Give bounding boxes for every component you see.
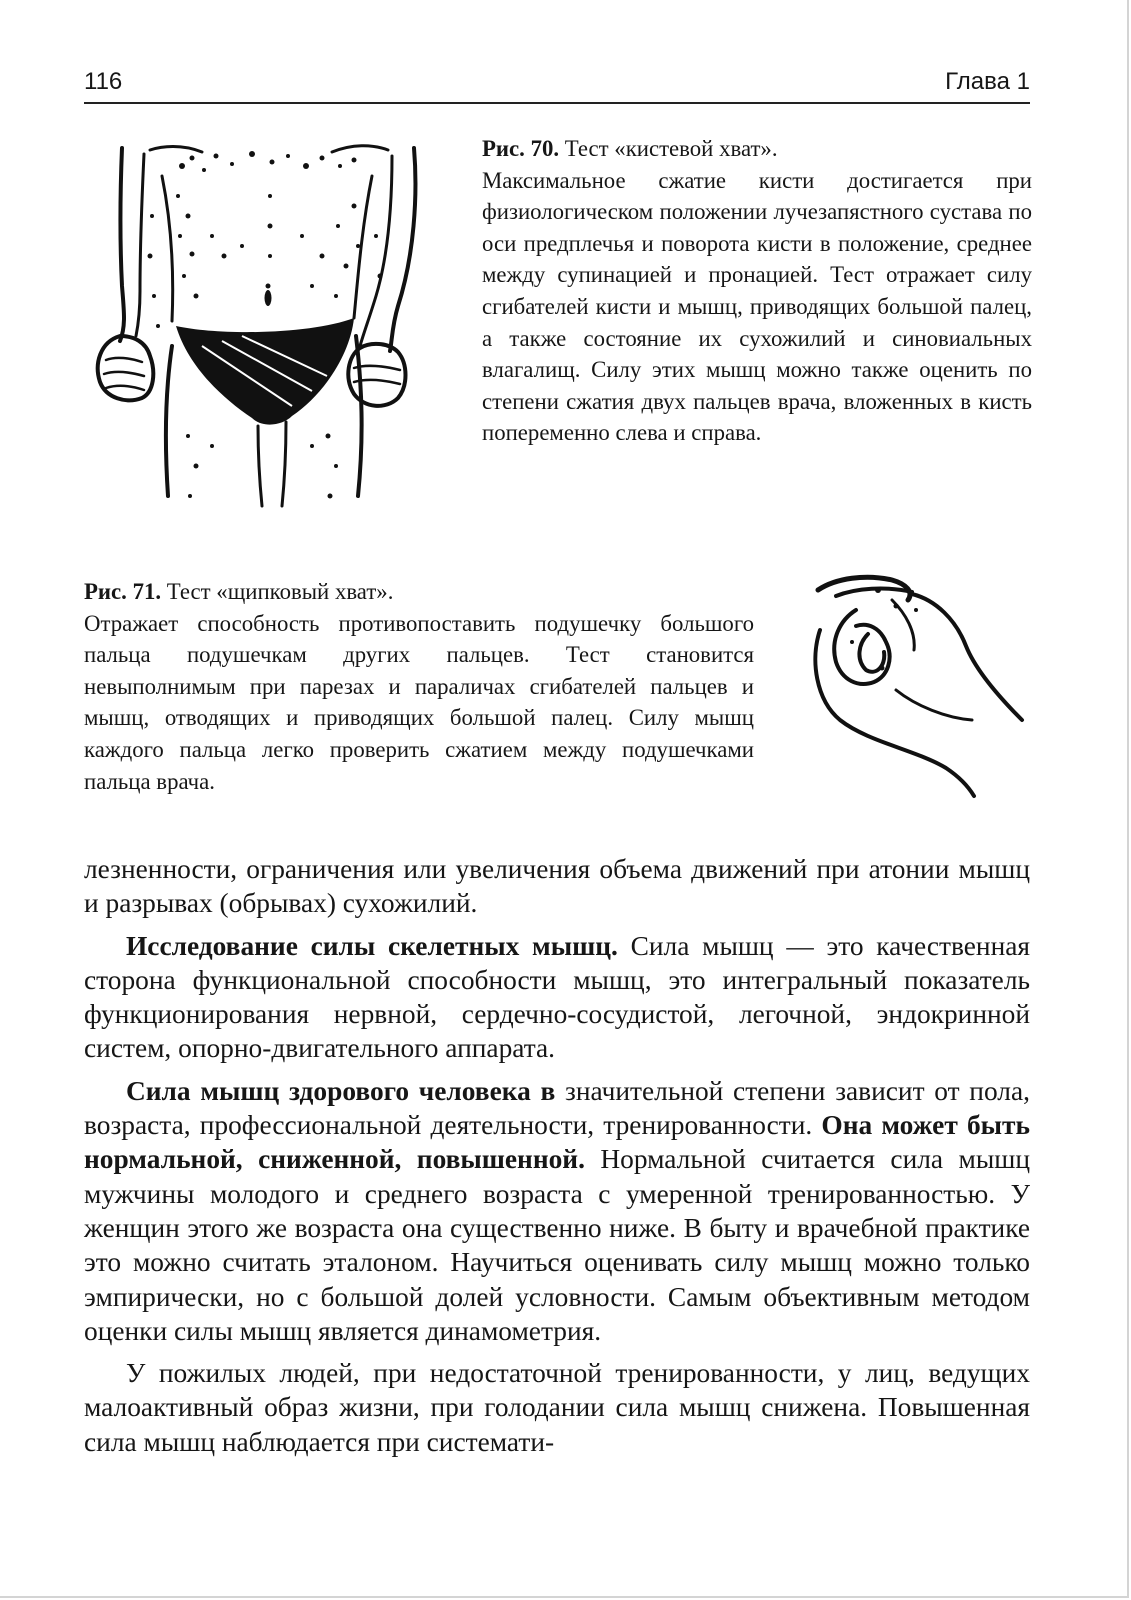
figure-71-heading <box>84 576 754 608</box>
paragraph-2-heading: Исследование силы скелетных мышц. <box>126 930 618 961</box>
figure-71-caption <box>84 576 754 797</box>
body-text <box>84 852 1030 1467</box>
figure-70-heading <box>482 133 1032 165</box>
paragraph-3-text-1: значительной степени зависит от пола, возраста, профессиональной деятельности, тренированности. <box>84 1075 1030 1141</box>
page-number: 116 <box>84 68 123 95</box>
paragraph-4: У пожилых людей, при недостаточной тренированности, у лиц, ведущих малоактивный образ жизни, при голодании сила мышц снижена. Повышенная сила мышц наблюдается при системати- <box>84 1358 1030 1457</box>
paragraph-3-emphasis: Она может быть нормальной, сниженной, повышенной. <box>84 1110 1030 1175</box>
paragraph-1: лезненности, ограничения или увеличения объема движений при атонии мышц и разрывах (обрывах) сухожилий. <box>84 854 1030 919</box>
paragraph-2-text: Сила мышц — это качественная сторона функциональной способности мышц, это интегральный показатель функционирования нервной, сердечно-сосудистой, легочной, эндокринной систем, опорно-двигательного аппарата. <box>84 930 1030 1064</box>
figure-71-text: Отражает способность противопоставить подушечку большого пальца подушечкам других пальцев. Тест становится невыполнимым при парезах и параличах сгибателей пальцев и мышц, отводящих и приводящих большой палец. Силу мышц каждого пальца легко проверить сжатием между подушечками пальца врача. <box>84 610 754 794</box>
chapter-title: Глава 1 <box>945 68 1030 95</box>
running-header <box>84 68 1030 104</box>
paragraph-2 <box>84 929 1030 1066</box>
figure-70-label: Рис. 70. <box>482 136 560 161</box>
paragraph-3 <box>84 1074 1030 1348</box>
figure-70-illustration <box>92 136 432 516</box>
paragraph-3-heading: Сила мышц здорового человека в <box>126 1075 556 1106</box>
figure-70-caption <box>482 133 1032 449</box>
figure-70-text: Максимальное сжатие кисти достигается при физиологическом положении лучезапястного сустава по оси предплечья и поворота кисти в положение, среднее между супинацией и пронацией. Тест отражает силу сгибателей кисти и мышц, приводящих большой палец, а также состояние их сухожилий и синовиальных влагалищ. Силу этих мышц можно также оценить по степени сжатия двух пальцев врача, вложенных в кисть попеременно слева и справа. <box>482 167 1032 446</box>
figure-71-title: Тест «щипковый хват». <box>161 579 394 604</box>
figure-70-title: Тест «кистевой хват». <box>559 136 778 161</box>
figure-71-label: Рис. 71. <box>84 579 162 604</box>
figure-71-illustration <box>796 570 1036 800</box>
paragraph-3-text-2: Нормальной считается сила мышц мужчины молодого и среднего возраста с умеренной тренированностью. У женщин этого же возраста она существенно ниже. В быту и врачебной практике это можно считать эталоном. Научиться оценивать силу мышц можно только эмпирически, но с большой долей условности. Самым объективным методом оценки силы мышц является динамометрия. <box>84 1144 1030 1346</box>
